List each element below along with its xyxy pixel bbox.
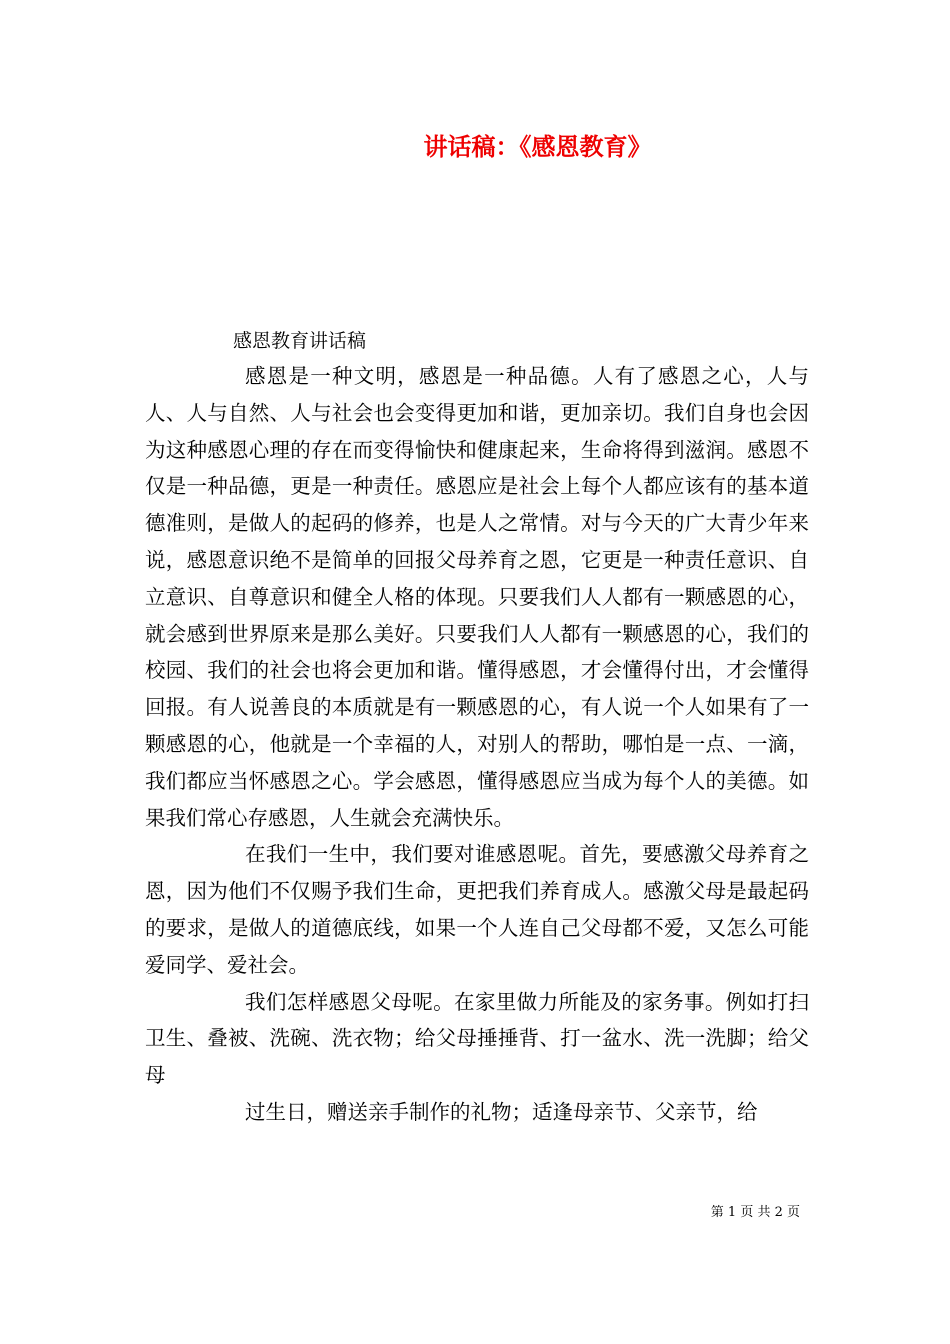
page-number-footer: 第 1 页 共 2 页 bbox=[710, 1205, 800, 1220]
paragraph-4: 过生日，赠送亲手制作的礼物；适逢母亲节、父亲节，给 bbox=[245, 1099, 758, 1124]
paragraph-2: 在我们一生中，我们要对谁感恩呢。首先，要感激父母养育之恩，因为他们不仅赐予我们生命，更把我们养育成人。感激父母是最起码的要求，是做人的道德底线，如果一个人连自己父母都不爱，又怎么可能爱同学、爱社会。 bbox=[145, 842, 809, 977]
paragraph-3: 我们怎样感恩父母呢。在家里做力所能及的家务事。例如打扫卫生、叠被、洗碗、洗衣物；给父母捶捶背、打一盆水、洗一洗脚；给父母 bbox=[145, 989, 809, 1088]
document-title: 讲话稿：《感恩教育》 bbox=[423, 132, 652, 161]
paragraph-1: 感恩是一种文明，感恩是一种品德。人有了感恩之心，人与人、人与自然、人与社会也会变得更加和谐，更加亲切。我们自身也会因为这种感恩心理的存在而变得愉快和健康起来，生命将得到滋润。感恩不仅是一种品德，更是一种责任。感恩应是社会上每个人都应该有的基本道德准则，是做人的起码的修养，也是人之常情。对与今天的广大青少年来说，感恩意识绝不是简单的回报父母养育之恩，它更是一种责任意识、自立意识、自尊意识和健全人格的体现。只要我们人人都有一颗感恩的心，就会感到世界原来是那么美好。只要我们人人都有一颗感恩的心，我们的校园、我们的社会也将会更加和谐。懂得感恩，才会懂得付出，才会懂得回报。有人说善良的本质就是有一颗感恩的心，有人说一个人如果有了一颗感恩的心，他就是一个幸福的人，对别人的帮助，哪怕是一点、一滴，我们都应当怀感恩之心。学会感恩，懂得感恩应当成为每个人的美德。如果我们常心存感恩，人生就会充满快乐。 bbox=[145, 364, 809, 830]
document-subtitle: 感恩教育讲话稿 bbox=[233, 330, 367, 352]
document-body bbox=[145, 325, 809, 1131]
